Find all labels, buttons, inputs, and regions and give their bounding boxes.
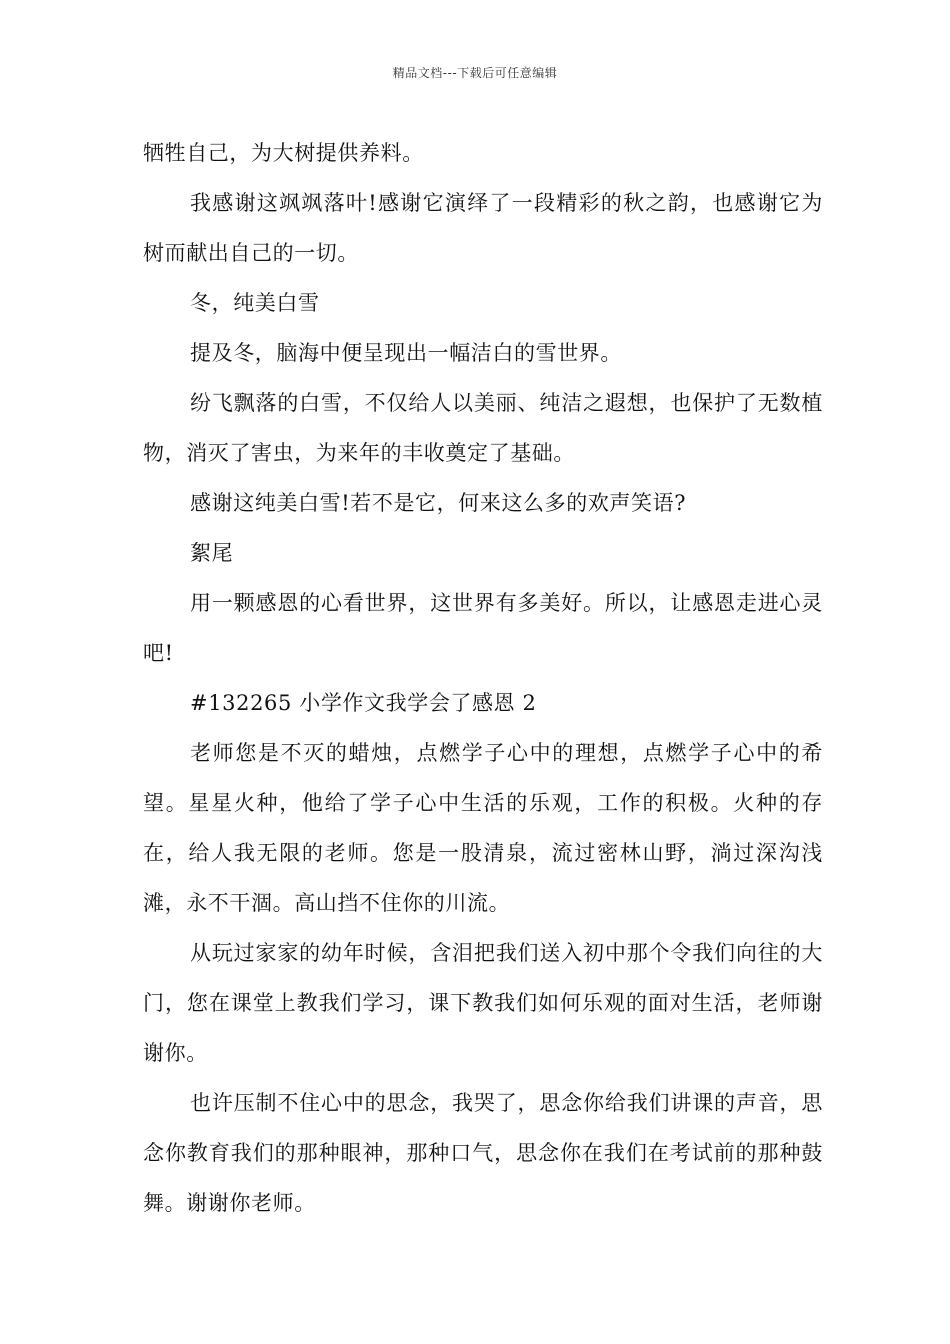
article-title: #132265 小学作文我学会了感恩 2 <box>190 691 537 715</box>
section-heading: 冬，纯美白雪 <box>190 291 320 315</box>
paragraph: 我感谢这飒飒落叶!感谢它演绎了一段精彩的秋之韵，也感谢它为树而献出自己的一切。 <box>143 191 823 265</box>
paragraph: 老师您是不灭的蜡烛，点燃学子心中的理想，点燃学子心中的希望。星星火种，他给了学子心中生活的乐观，工作的积极。火种的存在，给人我无限的老师。您是一股清泉，流过密林山野，淌过深沟浅滩，永不干涸。高山挡不住你的川流。 <box>143 741 823 915</box>
paragraph: 提及冬，脑海中便呈现出一幅洁白的雪世界。 <box>190 341 622 365</box>
paragraph: 牺牲自己，为大树提供养料。 <box>143 141 424 165</box>
paragraph: 用一颗感恩的心看世界，这世界有多美好。所以，让感恩走进心灵吧! <box>143 591 823 665</box>
paragraph: 纷飞飘落的白雪，不仅给人以美丽、纯洁之遐想，也保护了无数植物，消灭了害虫，为来年的丰收奠定了基础。 <box>143 391 823 465</box>
paragraph: 感谢这纯美白雪!若不是它，何来这么多的欢声笑语? <box>190 491 687 515</box>
page-header: 精品文档---下载后可任意编辑 <box>392 66 558 80</box>
section-heading: 絮尾 <box>190 541 234 565</box>
paragraph: 从玩过家家的幼年时候，含泪把我们送入初中那个令我们向往的大门，您在课堂上教我们学习，课下教我们如何乐观的面对生活，老师谢谢你。 <box>143 941 823 1065</box>
paragraph: 也许压制不住心中的思念，我哭了，思念你给我们讲课的声音，思念你教育我们的那种眼神，那种口气，思念你在我们在考试前的那种鼓舞。谢谢你老师。 <box>143 1091 823 1215</box>
document-body <box>143 128 823 1228</box>
